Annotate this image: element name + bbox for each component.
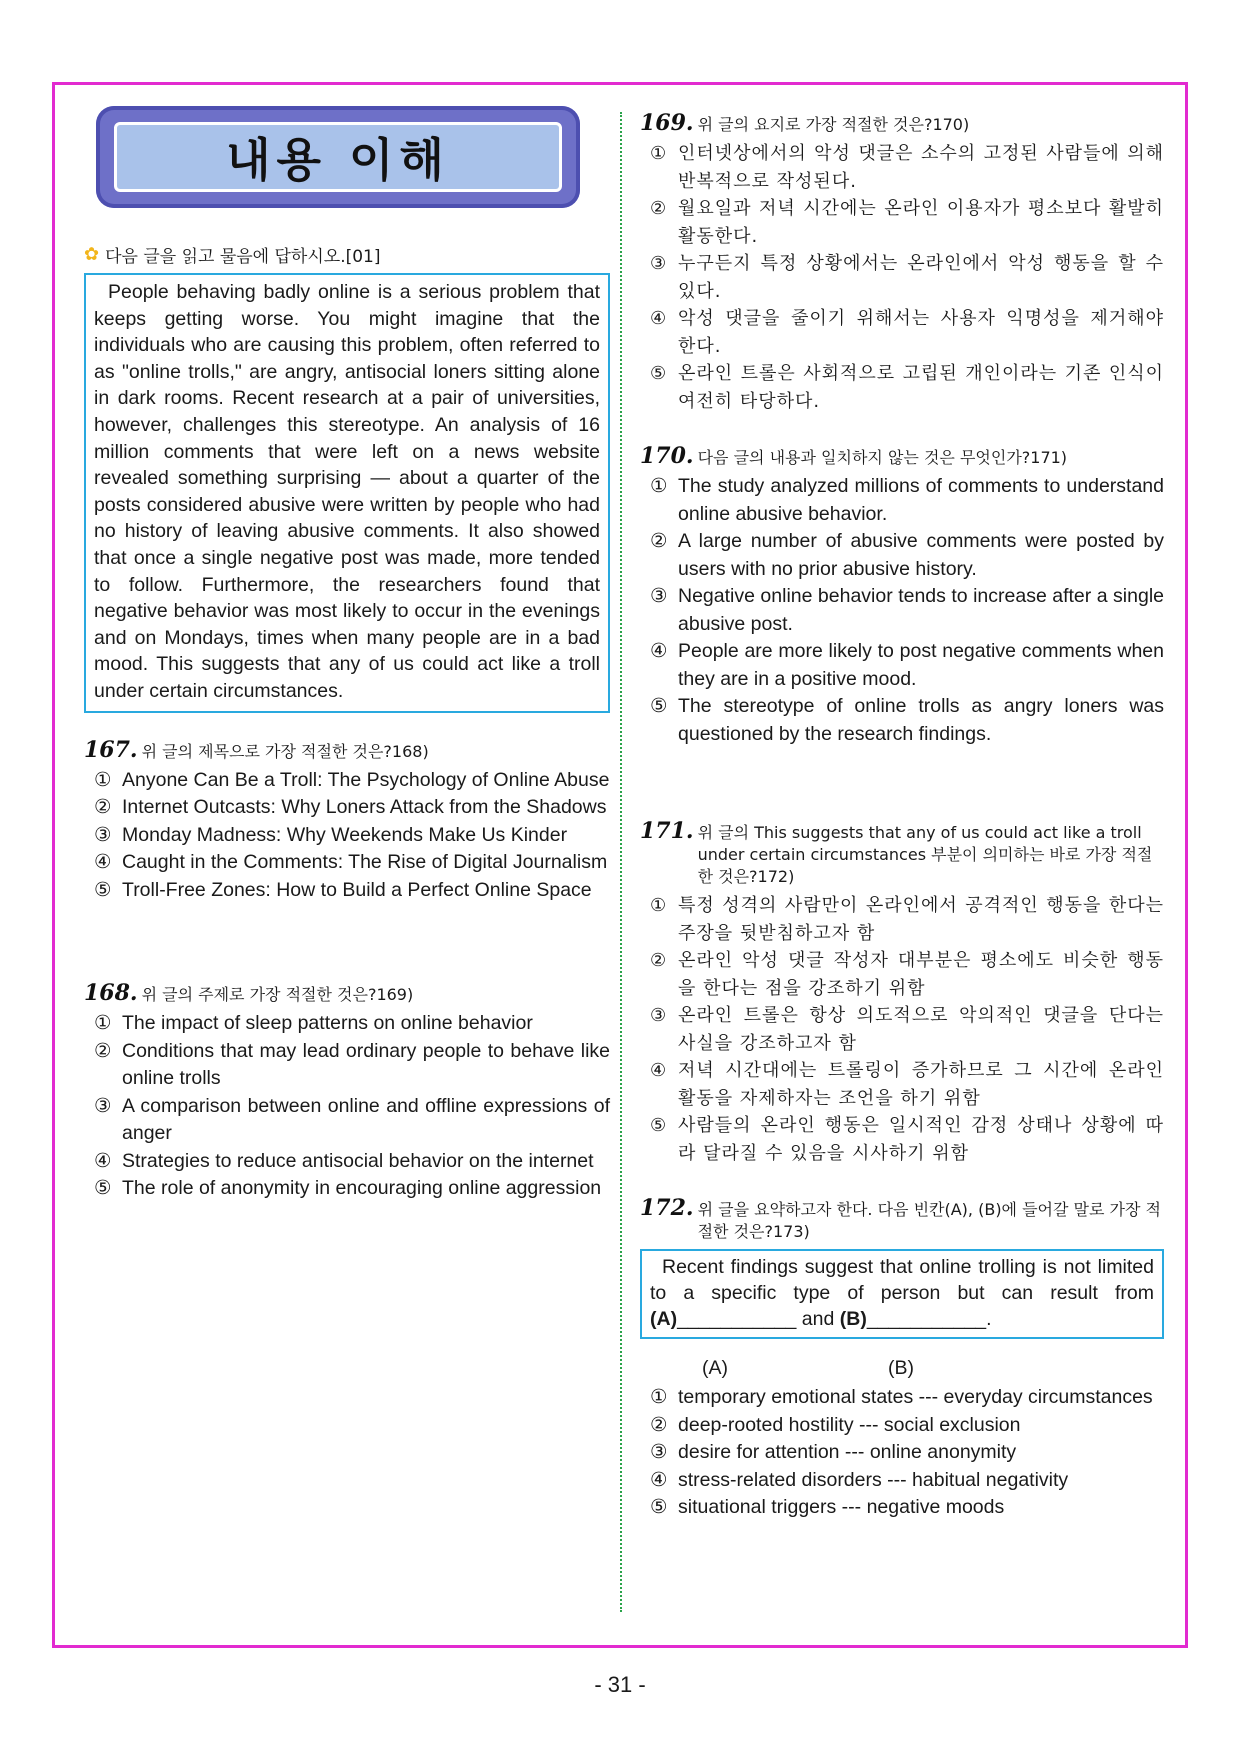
option-text: 인터넷상에서의 악성 댓글은 소수의 고정된 사람들에 의해 반복적으로 작성된다.: [678, 143, 1164, 192]
option-text: Negative online behavior tends to increase after a single abusive post.: [678, 585, 1164, 635]
option-list: [640, 892, 1164, 1167]
option-text: 사람들의 온라인 행동은 일시적인 감정 상태나 상황에 따라 달라질 수 있음을 시사하기 위함: [678, 1115, 1164, 1164]
option[interactable]: [94, 1175, 610, 1203]
option-mark: ②: [94, 1039, 112, 1062]
question-header: [84, 736, 610, 763]
question-167: [84, 736, 610, 905]
option-mark: ④: [650, 308, 668, 329]
option-mark: ③: [94, 823, 112, 846]
option-mark: ④: [94, 1149, 112, 1172]
question-prompt: 위 글의 주제로 가장 적절한 것은?169): [141, 985, 414, 1004]
option-list: [640, 1384, 1164, 1522]
question-number: 172.: [640, 1195, 694, 1221]
summary-box: [640, 1249, 1164, 1339]
option-text: Troll-Free Zones: How to Build a Perfect Online Space: [122, 878, 592, 901]
option[interactable]: [650, 140, 1164, 195]
option[interactable]: [650, 1112, 1164, 1167]
option-text: temporary emotional states --- everyday circumstances: [678, 1386, 1153, 1408]
page-number: - 31 -: [594, 1672, 646, 1697]
option[interactable]: [650, 1002, 1164, 1057]
option[interactable]: [650, 1057, 1164, 1112]
option-text: Internet Outcasts: Why Loners Attack from the Shadows: [122, 796, 607, 818]
option[interactable]: [94, 849, 610, 877]
question-header: [640, 112, 1164, 136]
question-header: [640, 445, 1164, 469]
question-number: 167.: [84, 736, 138, 763]
option[interactable]: [650, 305, 1164, 360]
option-mark: ②: [650, 198, 668, 219]
summary-and: and: [801, 1308, 835, 1330]
instruction-text: 다음 글을 읽고 물음에 답하시오.[01]: [105, 247, 381, 267]
option-mark: ①: [650, 475, 668, 497]
option[interactable]: [650, 693, 1164, 748]
question-169: [640, 112, 1164, 415]
question-number: 168.: [84, 980, 138, 1006]
option-text: situational triggers --- negative moods: [678, 1496, 1005, 1518]
option-mark: ③: [650, 1005, 668, 1026]
option[interactable]: [650, 528, 1164, 583]
option-mark: ④: [94, 851, 112, 873]
option[interactable]: [94, 877, 610, 905]
option-text: A comparison between online and offline expressions of anger: [122, 1094, 610, 1144]
section-banner-inner: [114, 122, 562, 192]
question-prompt: 위 글의 요지로 가장 적절한 것은?170): [697, 115, 970, 134]
option-mark: ②: [94, 796, 112, 818]
blank-a[interactable]: ___________: [677, 1308, 797, 1330]
option-mark: ⑤: [94, 1177, 112, 1199]
option-text: The impact of sleep patterns on online behavior: [122, 1012, 533, 1034]
question-170: [640, 445, 1164, 748]
option[interactable]: [94, 1038, 610, 1093]
option-text: The stereotype of online trolls as angry loners was questioned by the research findings.: [678, 695, 1164, 745]
option-mark: ⑤: [94, 878, 112, 901]
option-text: 온라인 트롤은 항상 의도적으로 악의적인 댓글을 단다는 사실을 강조하고자 함: [678, 1005, 1164, 1054]
option-mark: ④: [650, 1468, 668, 1491]
summary-text: Recent findings suggest that online trolling is not limited to a specific type of person but can result from: [650, 1256, 1154, 1304]
option[interactable]: [650, 583, 1164, 638]
option-text: Monday Madness: Why Weekends Make Us Kinder: [122, 823, 568, 846]
blank-a-label: (A): [650, 1308, 678, 1330]
option-text: Strategies to reduce antisocial behavior on the internet: [122, 1149, 594, 1172]
question-header: [640, 820, 1164, 888]
option-mark: ⑤: [650, 1496, 668, 1518]
option-mark: ④: [650, 640, 668, 662]
option-mark: ①: [94, 768, 112, 791]
question-header: [84, 982, 610, 1006]
option[interactable]: [650, 250, 1164, 305]
option[interactable]: [94, 767, 610, 795]
right-column: [640, 112, 1164, 1522]
option-mark: ①: [650, 895, 668, 916]
option-text: desire for attention --- online anonymity: [678, 1441, 1017, 1463]
option-mark: ③: [650, 1441, 668, 1463]
option-text: 저녁 시간대에는 트롤링이 증가하므로 그 시간에 온라인 활동을 자제하자는 조언을 하기 위함: [678, 1060, 1164, 1109]
question-168: [84, 982, 610, 1203]
option-mark: ①: [94, 1012, 112, 1034]
option-text: deep-rooted hostility --- social exclusion: [678, 1413, 1021, 1436]
question-header: [640, 1197, 1164, 1243]
option-list: [84, 1010, 610, 1203]
instruction: [84, 242, 610, 267]
option-list: [84, 767, 610, 905]
option-list: [640, 140, 1164, 415]
question-number: 171.: [640, 818, 694, 844]
question-prompt: 위 글의 제목으로 가장 적절한 것은?168): [141, 741, 429, 761]
option[interactable]: [650, 1467, 1164, 1495]
option-text: Conditions that may lead ordinary people to behave like online trolls: [122, 1039, 610, 1089]
option-list: [640, 473, 1164, 748]
question-171: [640, 820, 1164, 1167]
blank-b[interactable]: ___________.: [866, 1308, 992, 1330]
option-mark: ⑤: [650, 1115, 668, 1136]
option[interactable]: [650, 473, 1164, 528]
option[interactable]: [94, 822, 610, 850]
reading-passage: [84, 273, 610, 713]
option[interactable]: [650, 1494, 1164, 1522]
option[interactable]: [650, 1439, 1164, 1467]
section-title: 내용 이해: [226, 133, 450, 187]
option[interactable]: [650, 1384, 1164, 1412]
option-mark: ②: [650, 530, 668, 552]
option-mark: ④: [650, 1060, 668, 1081]
column-a-label: (A): [702, 1357, 728, 1379]
option-text: 온라인 악성 댓글 작성자 대부분은 평소에도 비슷한 행동을 한다는 점을 강조하기 위함: [678, 950, 1164, 999]
question-number: 169.: [640, 110, 694, 136]
column-b-label: (B): [888, 1357, 914, 1379]
question-prompt: 위 글의 This suggests that any of us could act like a troll under certain circumstances 부분이 의미하는 바로 가장 적절한 것은?172): [697, 823, 1153, 886]
option[interactable]: [650, 195, 1164, 250]
option-text: The study analyzed millions of comments to understand online abusive behavior.: [678, 475, 1164, 525]
question-number: 170.: [640, 443, 694, 469]
option-mark: ②: [650, 1413, 668, 1436]
option[interactable]: [650, 1412, 1164, 1440]
option-mark: ⑤: [650, 695, 668, 717]
option-text: The role of anonymity in encouraging online aggression: [122, 1177, 602, 1199]
option-text: 악성 댓글을 줄이기 위해서는 사용자 익명성을 제거해야 한다.: [678, 308, 1164, 357]
option-text: 월요일과 저녁 시간에는 온라인 이용자가 평소보다 활발히 활동한다.: [678, 198, 1164, 247]
question-prompt: 다음 글의 내용과 일치하지 않는 것은 무엇인가?171): [697, 448, 1068, 467]
option[interactable]: [650, 947, 1164, 1002]
blank-b-label: (B): [839, 1308, 867, 1330]
option-mark: ②: [650, 950, 668, 971]
option-text: A large number of abusive comments were posted by users with no prior abusive history.: [678, 530, 1164, 580]
question-prompt: 위 글을 요약하고자 한다. 다음 빈칸(A), (B)에 들어갈 말로 가장 적절한 것은?173): [697, 1200, 1162, 1241]
option-text: 특정 성격의 사람만이 온라인에서 공격적인 행동을 한다는 주장을 뒷받침하고자 함: [678, 895, 1164, 944]
option[interactable]: [94, 1093, 610, 1148]
option[interactable]: [94, 794, 610, 822]
option[interactable]: [650, 360, 1164, 415]
option[interactable]: [94, 1010, 610, 1038]
option-mark: ⑤: [650, 363, 668, 384]
flower-icon: ✿: [84, 244, 100, 265]
passage-text: People behaving badly online is a serious problem that keeps getting worse. You might imagine that the individuals who are causing this problem, often referred to as "online trolls," are angry, antisocial loners sitting alone in dark rooms. Recent research at a pair of universities, however, challenges this stereotype. An analysis of 16 million comments that were left on a news website revealed something surprising — about a quarter of the posts considered abusive were written by people who had no history of leaving abusive comments. It also showed that once a single negative post was made, more tended to follow. Furthermore, the researchers found that negative behavior was most likely to occur in the evenings and on Mondays, times when many people are in a bad mood. This suggests that any of us could act like a troll under certain circumstances.: [94, 281, 600, 702]
option-mark: ③: [94, 1094, 112, 1117]
option-text: People are more likely to post negative comments when they are in a positive mood.: [678, 640, 1164, 690]
option-text: 온라인 트롤은 사회적으로 고립된 개인이라는 기존 인식이 여전히 타당하다.: [678, 363, 1164, 412]
left-column: [84, 106, 610, 1203]
option-text: Caught in the Comments: The Rise of Digital Journalism: [122, 851, 608, 873]
answer-columns-header: [702, 1357, 1164, 1380]
option-mark: ①: [650, 143, 668, 164]
option-mark: ①: [650, 1386, 668, 1408]
option-text: 누구든지 특정 상황에서는 온라인에서 악성 행동을 할 수 있다.: [678, 253, 1164, 302]
option[interactable]: [650, 892, 1164, 947]
option-text: Anyone Can Be a Troll: The Psychology of Online Abuse: [122, 768, 610, 791]
option-text: stress-related disorders --- habitual negativity: [678, 1468, 1069, 1491]
option[interactable]: [650, 638, 1164, 693]
option-mark: ③: [650, 253, 668, 274]
option[interactable]: [94, 1148, 610, 1176]
option-mark: ③: [650, 585, 668, 607]
question-172: [640, 1197, 1164, 1522]
column-divider: [620, 112, 622, 1612]
section-banner: [96, 106, 580, 208]
